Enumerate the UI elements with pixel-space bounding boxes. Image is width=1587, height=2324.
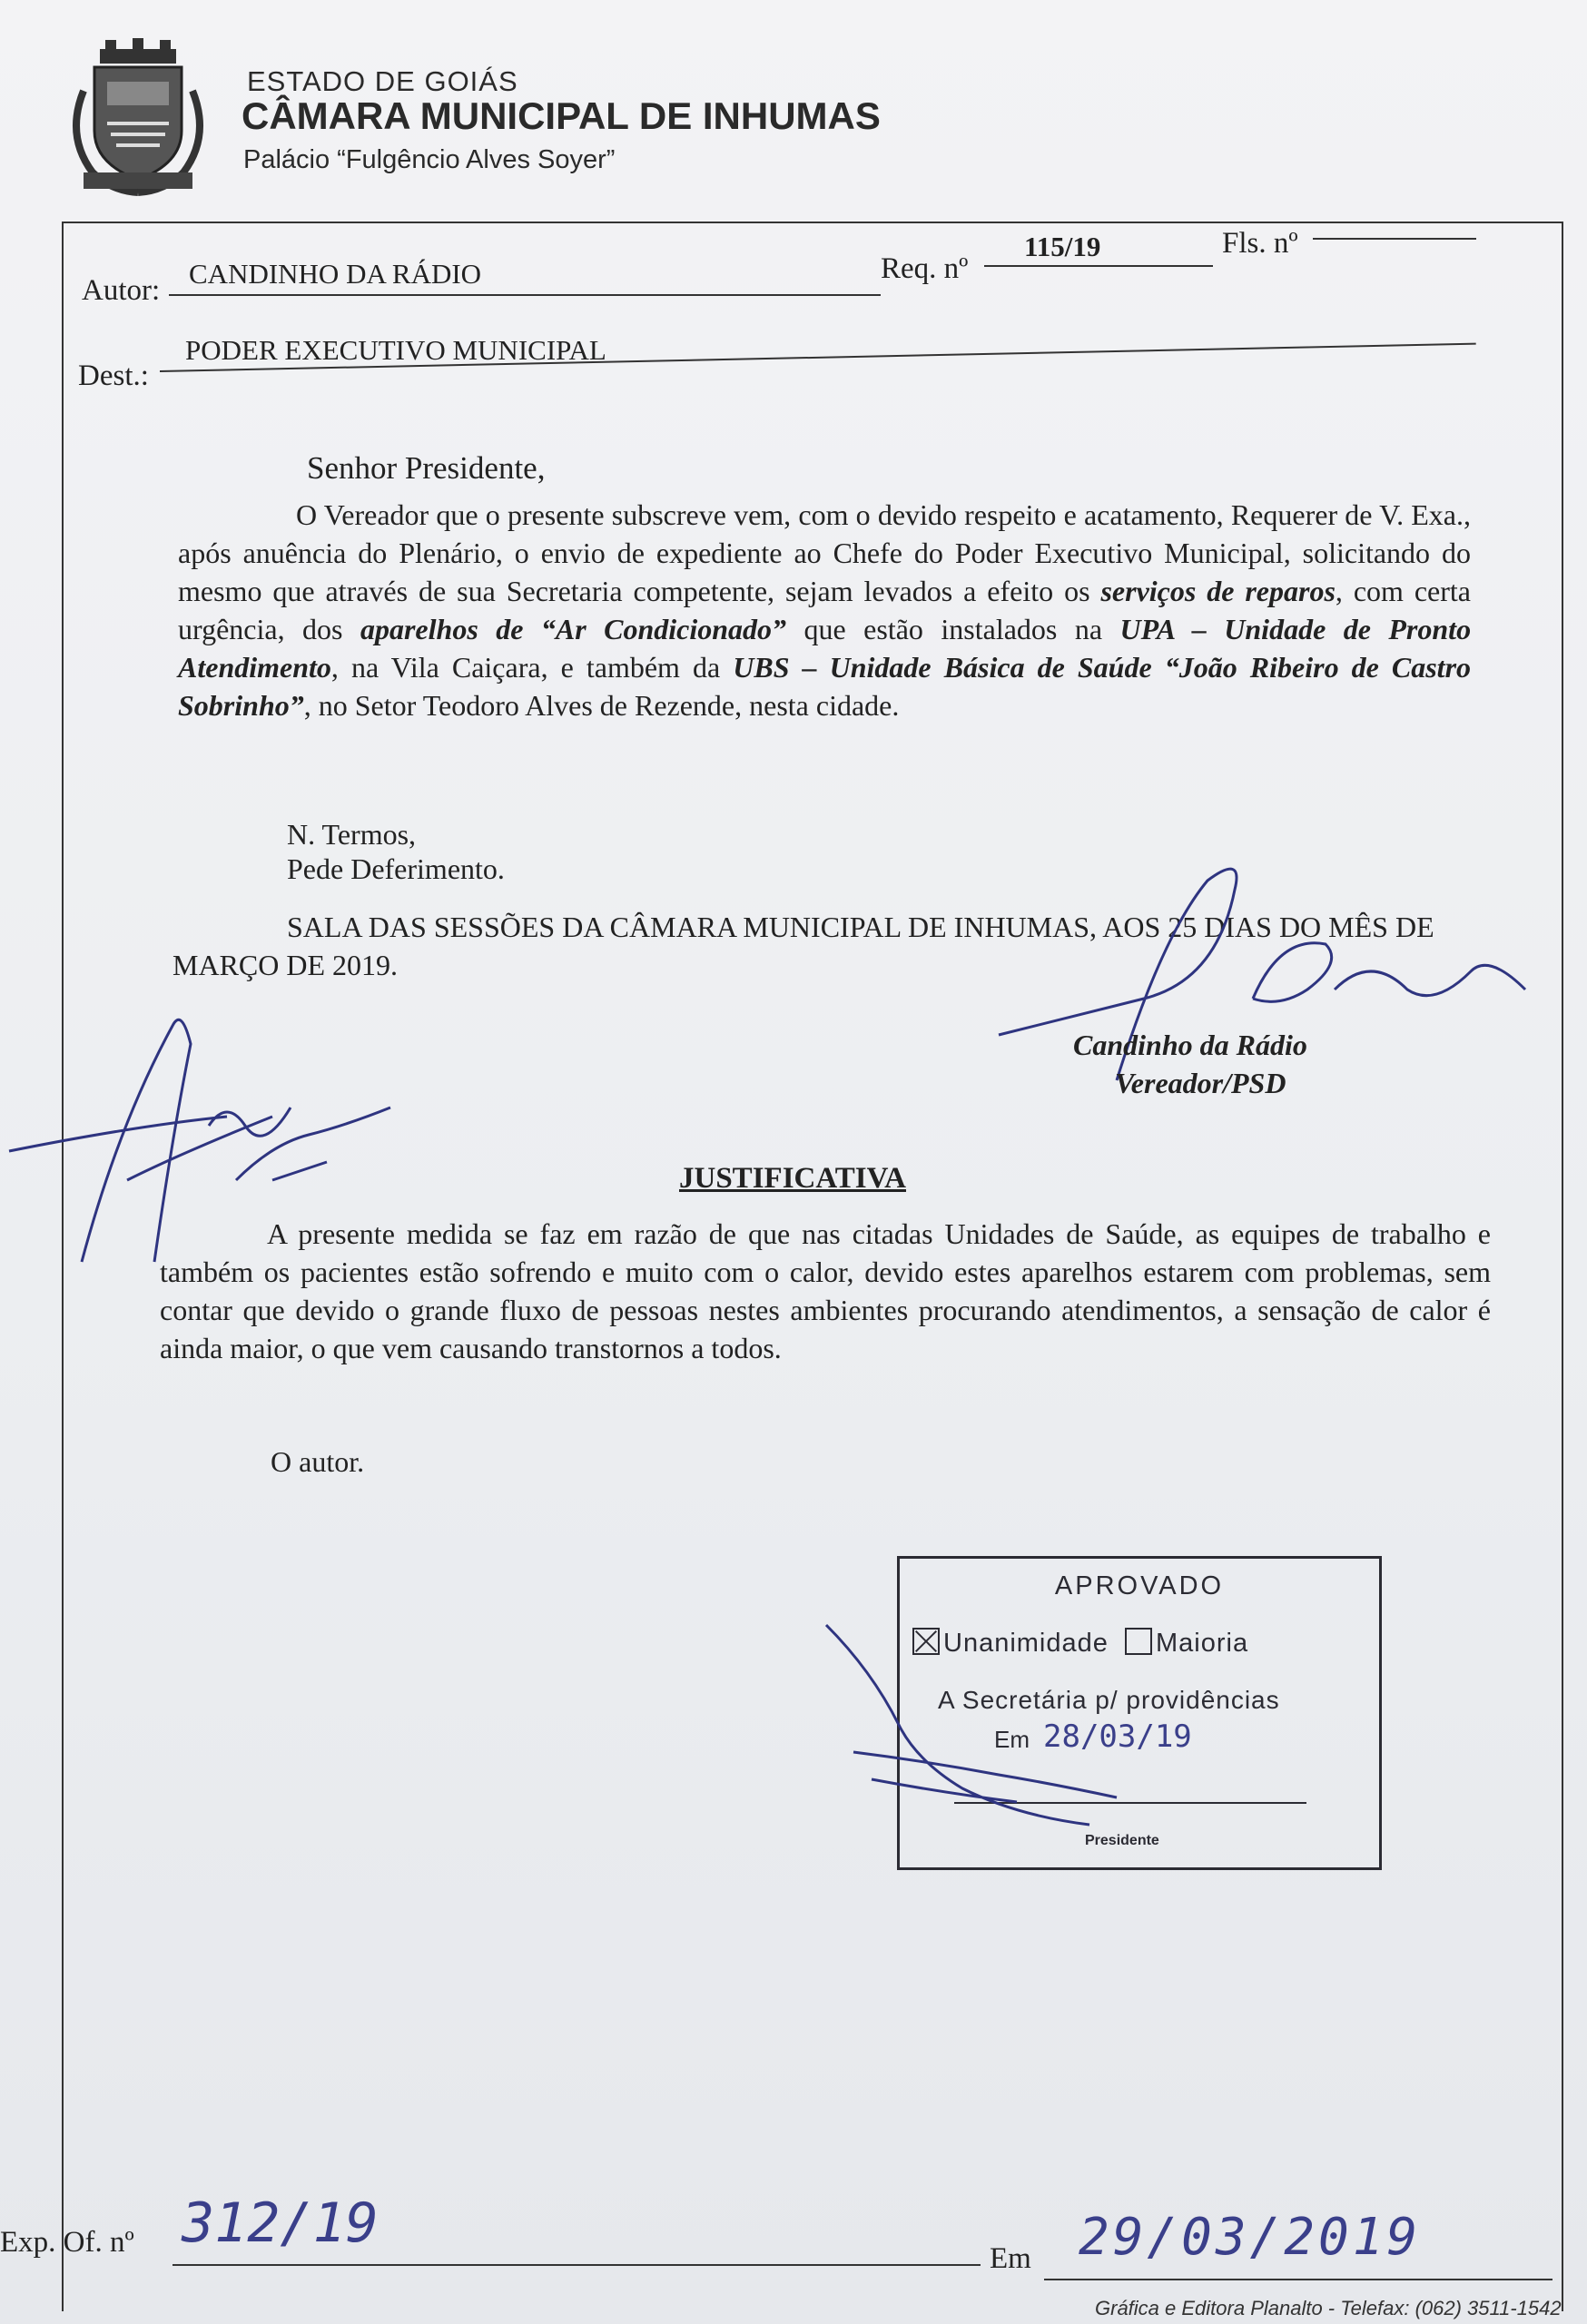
autor-underline — [169, 294, 881, 296]
deferimento-line: Pede Deferimento. — [287, 852, 505, 885]
autor-label: Autor: — [82, 274, 161, 307]
em-date: 29/03/2019 — [1079, 2208, 1422, 2267]
dest-value: PODER EXECUTIVO MUNICIPAL — [185, 334, 606, 366]
dest-label: Dest.: — [78, 359, 149, 392]
stamp-em-label: Em — [994, 1726, 1030, 1753]
em-label: Em — [990, 2242, 1031, 2275]
req-underline — [984, 265, 1213, 267]
request-paragraph: O Vereador que o presente subscreve vem, com o devido respeito e acatamento, Requerer de V. Exa., após anuência do Plenário, o envio de expediente ao Chefe do Poder Executivo Municipal, solicitando do mesmo que através de sua Secretaria competente, sejam levados a efeito os serviços de reparos, com certa urgência, dos aparelhos de “Ar Condicionado” que estão instalados na UPA – Unidade de Pronto Atendimento, na Vila Caiçara, e também da UBS – Unidade Básica de Saúde “João Ribeiro de Castro Sobrinho”, no Setor Teodoro Alves de Rezende, nesta cidade. — [178, 498, 1472, 722]
exp-underline — [172, 2264, 981, 2266]
signer-name: Candinho da Rádio — [1073, 1029, 1307, 1061]
em-underline — [1044, 2279, 1552, 2280]
header-camara: CÂMARA MUNICIPAL DE INHUMAS — [242, 94, 881, 137]
unanimidade-label: Unanimidade — [943, 1629, 1109, 1658]
header-palacio: Palácio “Fulgêncio Alves Soyer” — [243, 145, 616, 174]
req-label: Req. nº — [881, 252, 969, 285]
maioria-label: Maioria — [1156, 1629, 1249, 1658]
fls-label: Fls. nº — [1222, 227, 1298, 260]
stamp-signature — [817, 1616, 1180, 1843]
termos-line: N. Termos, — [287, 818, 417, 851]
justificativa-title: JUSTIFICATIVA — [679, 1162, 907, 1195]
autor-value: CANDINHO DA RÁDIO — [189, 258, 482, 290]
salutation: Senhor Presidente, — [307, 450, 546, 486]
coat-of-arms-icon — [56, 36, 220, 200]
stamp-title: APROVADO — [1054, 1571, 1225, 1600]
req-value: 115/19 — [1024, 231, 1101, 262]
session-room-line: SALA DAS SESSÕES DA CÂMARA MUNICIPAL DE INHUMAS, AOS 25 DIAS DO MÊS DE MARÇO DE 2019. — [172, 911, 1434, 981]
exp-oficio-number: 312/19 — [182, 2191, 379, 2255]
signer-role: Vereador/PSD — [1115, 1067, 1286, 1099]
fls-underline — [1313, 238, 1476, 240]
header-state: ESTADO DE GOIÁS — [247, 65, 518, 97]
closing-autor: O autor. — [271, 1445, 365, 1478]
stamp-presidente: Presidente — [1085, 1833, 1159, 1848]
stamp-secretaria: A Secretária p/ providências — [938, 1686, 1280, 1714]
justificativa-paragraph: A presente medida se faz em razão de que nas citadas Unidades de Saúde, as equipes de trabalho e também os pacientes estão sofrendo e muito com o calor, devido estes aparelhos estarem com problemas, sem contar que devido o grande fluxo de pessoas nestes ambientes procurando atendimentos, a sensação de calor é ainda maior, o que vem causando transtornos a todos. — [160, 1217, 1491, 1364]
stamp-date: 28/03/19 — [1043, 1718, 1192, 1755]
closing-formula — [287, 817, 505, 886]
printer-credit: Gráfica e Editora Planalto - Telefax: (062) 3511-1542 — [1095, 2297, 1562, 2319]
exp-oficio-label: Exp. Of. nº — [0, 2226, 134, 2259]
